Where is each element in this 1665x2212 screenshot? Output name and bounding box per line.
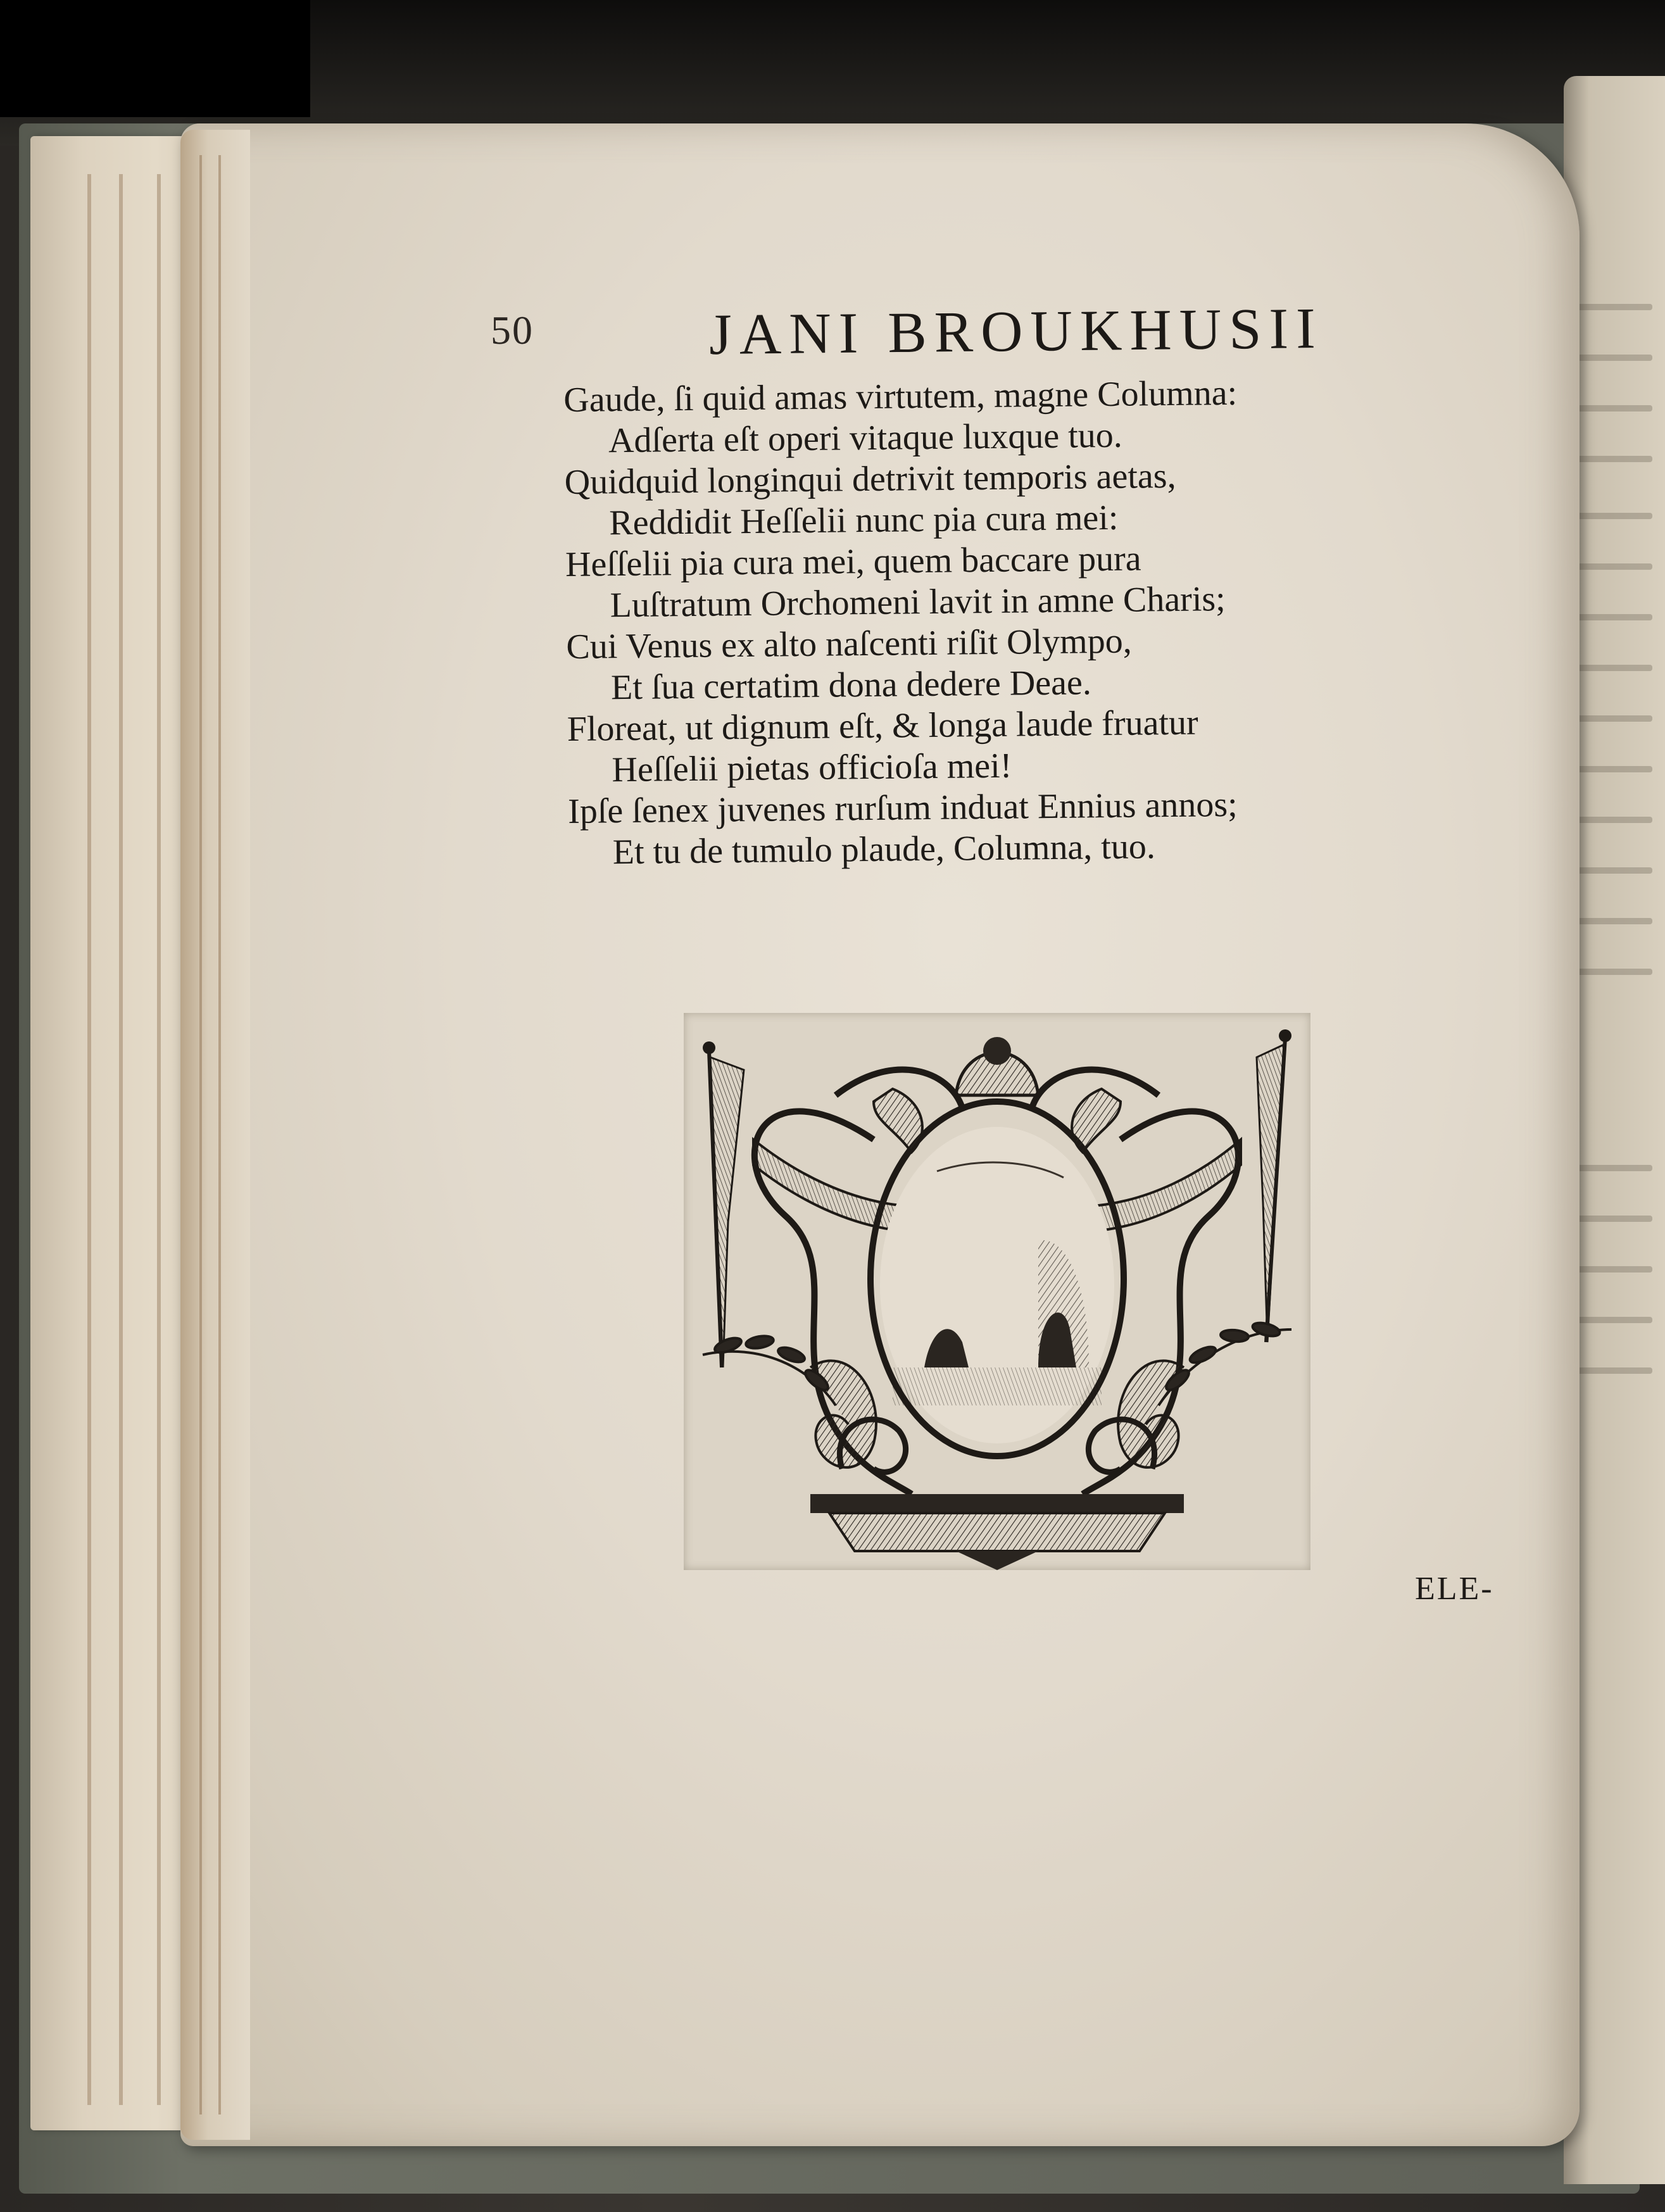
ghost-line [1576,614,1652,620]
ghost-line [1576,867,1652,874]
ghost-line [1576,513,1652,519]
page-gutter [180,130,250,2140]
verse-line: Heſſelii pietas officioſa mei! [612,746,1012,790]
verse-line: Quidquid longinqui detrivit temporis aetas, [564,456,1176,502]
verse-line: Heſſelii pia cura mei, quem baccare pura [565,539,1141,584]
left-pennant [703,1041,744,1367]
ghost-line [1576,715,1652,722]
page-edge [157,174,161,2105]
verse-block [563,371,1392,874]
verse-line: Reddidit Heſſelii nunc pia cura mei: [609,498,1119,543]
verse-line: Ipſe ſenex juvenes rurſum induat Ennius annos; [567,784,1238,831]
cartouche-illustration [684,1013,1310,1570]
ghost-line [1576,766,1652,772]
verse-line: Cui Venus ex alto naſcenti riſit Olympo, [566,621,1132,667]
ghost-line [1576,1266,1652,1273]
ghost-line [1576,817,1652,823]
engraving-vignette [684,1013,1310,1570]
verse-line: Et tu de tumulo plaude, Columna, tuo. [612,827,1156,872]
verse-line: Luſtratum Orchomeni lavit in amne Charis; [610,579,1226,625]
catchword: ELE- [1415,1571,1494,1607]
ghost-line [1576,1367,1652,1374]
ghost-line [1576,456,1652,462]
page-edge [199,155,202,2115]
ghost-line [1576,355,1652,361]
shell-crest [956,1037,1038,1095]
ghost-line [1576,563,1652,570]
ghost-line [1576,1165,1652,1171]
inner-scene [880,1127,1114,1443]
right-pennant [1257,1029,1291,1342]
page-number: 50 [491,308,534,353]
page-edge [218,155,221,2115]
verse-line: Gaude, ſi quid amas virtutem, magne Columna: [563,373,1238,420]
verse-line: Et ſua certatim dona dedere Deae. [610,663,1092,708]
redaction-patch [0,0,310,117]
ghost-line [1576,918,1652,924]
running-title: JANI BROUKHUSII [708,295,1324,367]
ghost-line [1576,405,1652,412]
ghost-line [1576,304,1652,310]
ghost-line [1576,969,1652,975]
page-edge [87,174,91,2105]
page-edge [119,174,123,2105]
ghost-line [1576,1216,1652,1222]
ghost-line [1576,665,1652,671]
verse-line: Floreat, ut dignum eſt, & longa laude fruatur [567,703,1198,749]
verse-line: Adſerta eſt operi vitaque luxque tuo. [608,415,1123,461]
ghost-line [1576,1317,1652,1323]
